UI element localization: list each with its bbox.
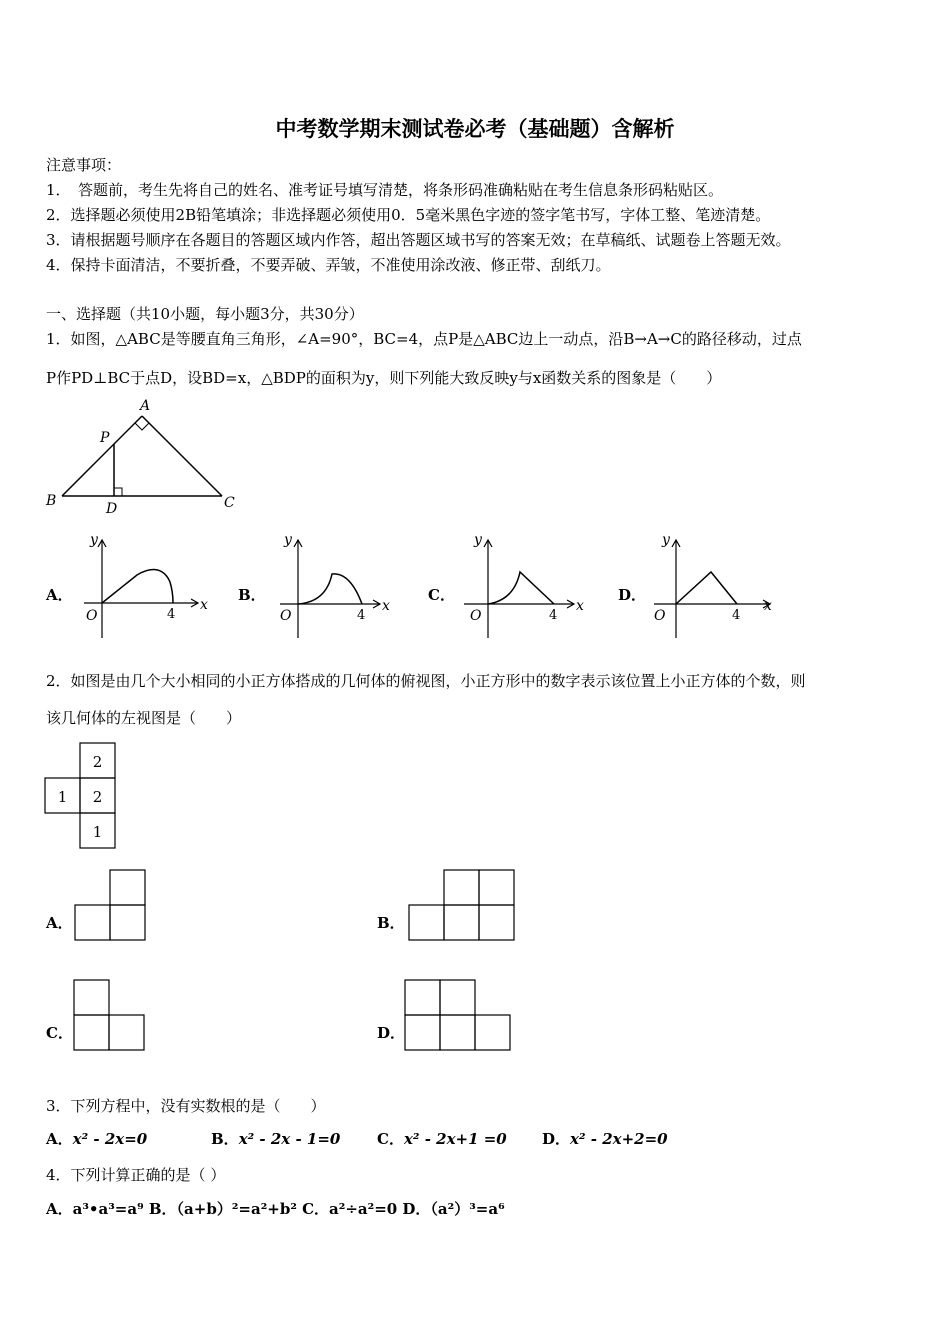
svg-text:y: y — [474, 532, 482, 548]
q4-stem: 4．下列计算正确的是（ ） — [46, 1166, 226, 1184]
svg-text:2: 2 — [92, 788, 103, 806]
svg-text:x: x — [382, 598, 390, 614]
svg-text:4: 4 — [167, 607, 176, 622]
q2-option-b-label: B． — [377, 914, 405, 932]
q1-stem-line2: P作PD⊥BC于点D，设BD=x，△BDP的面积为y，则下列能大致反映y与x函数关系的图象是（ ） — [46, 369, 722, 387]
label-a: A — [140, 398, 151, 414]
svg-text:1: 1 — [57, 788, 68, 806]
q1-stem-line1: 1．如图，△ABC是等腰直角三角形，∠A=90°，BC=4，点P是△ABC边上一动点，沿B→A→C的路径移动，过点 — [46, 330, 802, 348]
label-b: B — [46, 493, 57, 509]
q3-option-a: A．x² - 2x=0 — [46, 1130, 148, 1148]
q1-graph-a — [72, 530, 212, 642]
q1-graph-b — [268, 530, 408, 642]
notice-heading: 注意事项： — [46, 156, 122, 174]
label-d: D — [106, 501, 118, 517]
q1-graph-c — [458, 530, 588, 642]
notice-item-4: 4．保持卡面清洁，不要折叠，不要弄破、弄皱，不准使用涂改液、修正带、刮纸刀。 — [46, 256, 611, 274]
svg-text:1: 1 — [92, 823, 103, 841]
q2-option-d-figure — [404, 979, 516, 1054]
svg-text:2: 2 — [92, 753, 103, 771]
q2-option-b-figure — [408, 869, 520, 944]
label-c: C — [224, 495, 235, 511]
q1-option-b-label: B． — [238, 586, 266, 604]
svg-text:y: y — [90, 532, 98, 548]
svg-text:4: 4 — [357, 608, 366, 623]
q2-option-a-label: A． — [46, 914, 73, 932]
section-heading: 一、选择题（共10小题，每小题3分，共30分） — [46, 305, 364, 323]
q3-option-c: C．x² - 2x+1 =0 — [377, 1130, 507, 1148]
q2-option-d-label: D． — [377, 1024, 406, 1042]
q3-stem: 3．下列方程中，没有实数根的是（ ） — [46, 1097, 326, 1115]
q2-top-view-grid — [44, 742, 120, 852]
q2-option-c-figure — [73, 979, 148, 1054]
svg-text:x: x — [200, 597, 208, 613]
notice-item-2: 2．选择题必须使用2B铅笔填涂；非选择题必须使用0．5毫米黑色字迹的签字笔书写，字体工整、笔迹清楚。 — [46, 206, 771, 224]
q1-option-c-label: C． — [428, 586, 455, 604]
svg-text:O: O — [654, 608, 666, 624]
q1-option-a-label: A． — [46, 586, 73, 604]
label-p: P — [100, 430, 110, 446]
page-title: 中考数学期末测试卷必考（基础题）含解析 — [275, 116, 675, 141]
triangle-figure — [40, 395, 240, 520]
svg-text:O: O — [470, 608, 482, 624]
svg-text:4: 4 — [549, 608, 558, 623]
q2-stem-line1: 2．如图是由几个大小相同的小正方体搭成的几何体的俯视图，小正方形中的数字表示该位置上小正方体的个数，则 — [46, 672, 806, 690]
svg-text:x: x — [576, 598, 584, 614]
notice-item-1: 1． 答题前，考生先将自己的姓名、准考证号填写清楚，将条形码准确粘贴在考生信息条形码粘贴区。 — [46, 181, 724, 199]
notice-item-3: 3．请根据题号顺序在各题目的答题区域内作答，超出答题区域书写的答案无效；在草稿纸、试题卷上答题无效。 — [46, 231, 791, 249]
q4-options: A．a³•a³=a⁹ B．（a+b）²=a²+b² C．a²÷a²=0 D．（a²）³=a⁶ — [46, 1200, 505, 1218]
q2-option-a-figure — [74, 869, 149, 944]
q1-graph-d — [648, 530, 778, 642]
svg-text:y: y — [662, 532, 670, 548]
svg-text:O: O — [86, 608, 98, 624]
q1-option-d-label: D． — [618, 586, 647, 604]
q3-option-b: B．x² - 2x - 1=0 — [211, 1130, 341, 1148]
svg-text:y: y — [284, 532, 292, 548]
svg-text:O: O — [280, 608, 292, 624]
svg-text:x: x — [764, 598, 772, 614]
q2-stem-line2: 该几何体的左视图是（ ） — [46, 709, 242, 727]
q2-option-c-label: C． — [46, 1024, 73, 1042]
q3-option-d: D．x² - 2x+2=0 — [542, 1130, 668, 1148]
svg-text:4: 4 — [732, 608, 741, 623]
